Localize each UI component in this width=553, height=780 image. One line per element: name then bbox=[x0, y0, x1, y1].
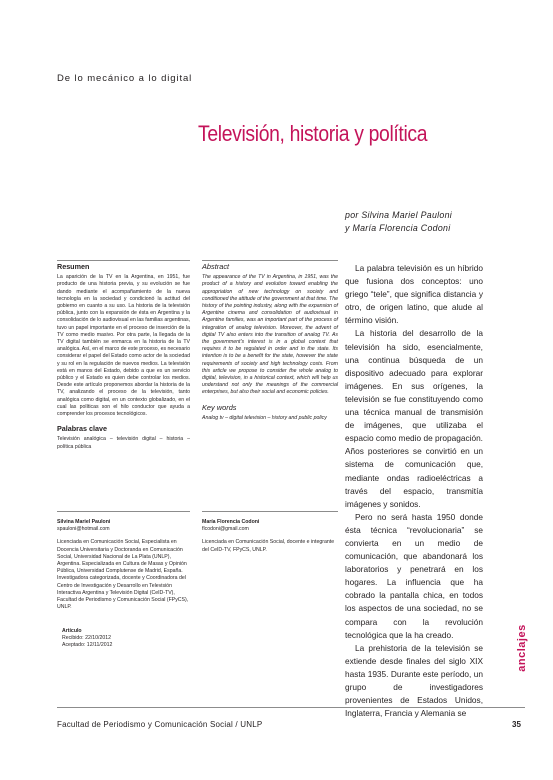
footer-rule bbox=[57, 707, 525, 708]
article-dates bbox=[62, 628, 182, 650]
article-title: Televisión, historia y política bbox=[198, 121, 428, 146]
section-label: De lo mecánico a lo digital bbox=[57, 73, 193, 84]
palabras-clave-text: Televisión analógica – televisión digital – historia – política pública bbox=[57, 436, 190, 450]
palabras-clave-heading: Palabras clave bbox=[57, 424, 107, 434]
body-text bbox=[345, 262, 483, 720]
author-line-1: por Silvina Mariel Pauloni bbox=[345, 210, 453, 220]
abstract-heading: Abstract bbox=[202, 262, 230, 271]
page-number: 35 bbox=[512, 720, 521, 729]
footer-text: Facultad de Periodismo y Comunicación Social / UNLP bbox=[57, 720, 263, 729]
abstract-text: The appearance of the TV in Argentina, in 1951, was the product of a history and evolution toward enabling the appropriation of new technology on society and conditioned the attitude of the government at that time. The history of the pointing industry, along with the expansion of Argentine cinema and consolidation of audiovisual in Argentine families, was an important part of the process of integration of analog television. Moreover, the advent of digital TV also enters into the transition of analog TV. As the government's interest is in a global context that requires it to be regulated in order and in the state. Its intention is to be a benefit for the state, however the state requirements of society and high technology costs. From this article we propose to consider the whole analog to digital, television, in a historical context, which will help us understand not only the meanings of the commercial enterprises, but also their social and economic policies. bbox=[202, 274, 338, 396]
date-received: Recibido: 22/10/2012 bbox=[62, 635, 112, 642]
abstract-top-rule bbox=[202, 260, 338, 261]
resumen-text: La aparición de la TV en la Argentina, en 1951, fue producto de una historia previa, y su evolución se fue dando mediante el acompañamiento de la nueva tecnología en la sociedad y condicionó la actitud del gobierno en cuanto a su uso. La historia de la televisión pública, junto con la expansión de ésta en Argentina y la consolidación de lo audiovisual en las familias argentinas, tuvo un papel importante en el proceso de inserción de la TV como medio masivo. Por otra parte, la llegada de la TV digital también se enmarca en la historia de la TV analógica. Así, en el marco de este proceso, es necesario considerar el papel del Estado como actor de la sociedad y su rol en la regulación de nuevos medios. La televisión está en manos del Estado, debido a que es un servicio público y el Estado es quien debe controlar los medios. Desde este artículo proponemos abordar la historia de la TV, analizando el proceso de la televisión, tanto analógica como digital, en un contexto globalizado, en el cual las políticas son el hilo conductor que ayuda a comprender los procesos tecnológicos. bbox=[57, 274, 190, 418]
author-2-name: María Florencia Codoni bbox=[202, 519, 260, 525]
body-paragraph-3: Pero no será hasta 1950 donde ésta técnica “revolucionaria” se convierta en un medio de comunicación, que abandonará los laboratorios y penetrará en los hogares. La influencia que ha cobrado la pantalla chica, en todos los aspectos de una sociedad, no se compara con la revolución tecnológica que la ha creado. bbox=[345, 511, 483, 640]
resumen-heading: Resumen bbox=[57, 262, 90, 271]
author-byline bbox=[345, 209, 452, 235]
author-2-bio: Licenciada en Comunicación Social, docente e integrante del CeID-TV, FPyCS, UNLP. bbox=[202, 539, 335, 553]
author-info-rule-2 bbox=[202, 511, 338, 512]
key-words-heading: Key words bbox=[202, 402, 237, 412]
date-accepted: Aceptado: 12/11/2012 bbox=[62, 642, 113, 649]
resumen-top-rule bbox=[57, 260, 190, 261]
dates-heading: Artículo bbox=[62, 628, 82, 634]
author-info-rule-1 bbox=[57, 511, 190, 512]
abstract-column bbox=[202, 263, 338, 422]
body-paragraph-1: La palabra televisión es un híbrido que fusiona dos conceptos: uno griego “tele”, que significa distancia y otro, de origen latino, que alude al término visión. bbox=[345, 263, 483, 326]
author-1-name: Silvina Mariel Pauloni bbox=[57, 519, 111, 525]
author-1-bio: Licenciada en Comunicación Social, Especialista en Docencia Universitaria y Doctoranda en Comunicación Social, Universidad Nacional de La Plata (UNLP), Argentina. Especializada en Cultura de Masas y Opinión Pública, Universidad Complutense de Madrid, España. Investigadora categorizada, docente y Coordinadora del Centro de Investigación y Desarrollo en Televisión Interactiva Argentina y Televisión Digital (CeID-TV), Facultad de Periodismo y Comunicación Social (FPyCS), UNLP. bbox=[57, 539, 189, 611]
body-paragraph-2: La historia del desarrollo de la televisión ha sido, esencialmente, una continua búsqueda de un dispositivo adecuado para explorar imágenes. En sus orígenes, la televisión se fue constituyendo como una técnica manual de transmisión de imágenes, que utilizaba el espacio como medio de propagación. Años posteriores se convirtió en un sistema de comunicación que, mediante ondas radioeléctricas a través del espacio, transmitía imágenes y sonidos. bbox=[345, 328, 483, 509]
author-2-email[interactable]: flcodoni@gmail.com bbox=[202, 526, 249, 533]
key-words-text: Analog tv – digital television – history and public policy bbox=[202, 414, 327, 421]
body-paragraph-4: La prehistoria de la televisión se extiende desde finales del siglo XIX hasta 1935. Durante este período, un grupo de investigadores provenientes de Estados Unidos, Inglaterra, Francia y Alemania se bbox=[345, 642, 483, 719]
resumen-column bbox=[57, 263, 190, 451]
author-info-1 bbox=[57, 519, 190, 611]
author-1-email[interactable]: spauloni@hotmail.com bbox=[57, 526, 110, 533]
journal-side-tab bbox=[513, 608, 531, 688]
author-line-2: y María Florencia Codoni bbox=[345, 223, 451, 233]
side-tab-label: anclajes bbox=[516, 624, 528, 672]
author-info-2 bbox=[202, 519, 338, 554]
